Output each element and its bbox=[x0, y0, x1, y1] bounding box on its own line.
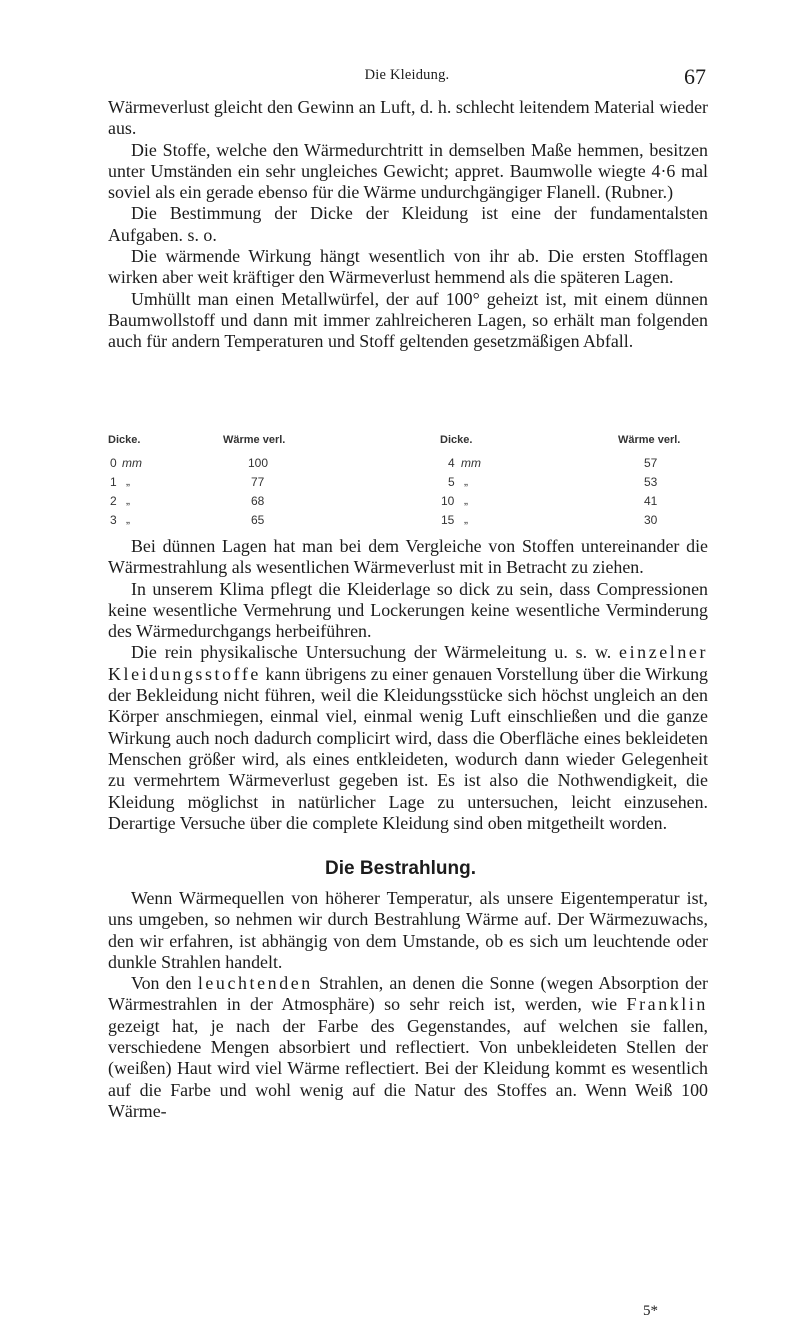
paragraph-stoffe-gewicht: Die Stoffe, welche den Wärmedurchtritt in demselben Maße hemmen, besitzen unter Umständen ein sehr ungleiches Gewicht; appret. Baumwolle wiegte 4·6 mal soviel als ein gerade ebenso für die Wärme undurchgängiger Flanell. (Rubner.) bbox=[108, 139, 708, 203]
paragraph-waermende-wirkung: Die wärmende Wirkung hängt wesentlich von ihr ab. Die ersten Stofflagen wirken aber weit kräftiger den Wärmeverlust hemmend als die späteren Lagen. bbox=[108, 246, 708, 288]
page-header bbox=[108, 63, 706, 91]
table-cell-waerme: 77 bbox=[251, 475, 265, 489]
strahlen-text-1: Von den bbox=[131, 973, 192, 994]
table-cell-dicke: 0 bbox=[110, 456, 117, 470]
text-block-bottom bbox=[108, 888, 708, 1122]
table-header-dicke-left: Dicke. bbox=[108, 434, 141, 446]
table-cell-waerme: 100 bbox=[248, 456, 269, 470]
table-cell-ditto: „ bbox=[464, 474, 468, 488]
table-cell-ditto: „ bbox=[126, 474, 130, 488]
table-cell-dicke: 4 bbox=[448, 456, 455, 470]
emphasis-einzelner-kleidungsstoffe: einzelner Kleidungsstoffe bbox=[108, 642, 708, 684]
emphasis-leuchtenden: leuchtenden bbox=[197, 973, 313, 994]
signature-mark: 5* bbox=[643, 1303, 658, 1319]
paragraph-duenne-lagen: Bei dünnen Lagen hat man bei dem Vergleiche von Stoffen untereinander die Wärmestrahlung als wesentlichen Wärmeverlust mit in Betracht zu ziehen. bbox=[108, 536, 708, 578]
physics-text-1: Die rein physikalische Untersuchung der Wärmeleitung u. s. w. bbox=[131, 642, 612, 663]
table-cell-ditto: „ bbox=[126, 512, 130, 526]
table-cell-ditto: „ bbox=[464, 493, 468, 507]
section-heading: Die Bestrahlung. bbox=[325, 858, 476, 879]
table-cell-dicke: 10 bbox=[441, 494, 455, 508]
paragraph-metallwuerfel: Umhüllt man einen Metallwürfel, der auf 100° geheizt ist, mit einem dünnen Baumwollstoff und dann mit immer zahlreicheren Lagen, so erhält man folgenden auch für andern Temperaturen und Stoff geltenden gesetzmäßigen Abfall. bbox=[108, 288, 708, 352]
table-cell-waerme: 57 bbox=[644, 456, 658, 470]
table-cell-dicke: 3 bbox=[110, 513, 117, 527]
table-header-waerme-right: Wärme verl. bbox=[618, 434, 681, 446]
emphasis-franklin: Franklin bbox=[626, 994, 708, 1015]
paragraph-physikalische-untersuchung bbox=[108, 642, 708, 834]
table-cell-ditto: „ bbox=[464, 512, 468, 526]
strahlen-text-2: Strahlen, an denen die Sonne (wegen Absorption der Wärmestrahlen in der Atmosphäre) so sehr reich ist, werden, wie bbox=[108, 973, 708, 1015]
paragraph-bestimmung-dicke: Die Bestimmung der Dicke der Kleidung ist eine der fundamentalsten Aufgaben. s. o. bbox=[108, 203, 708, 245]
running-title: Die Kleidung. bbox=[364, 67, 450, 83]
physics-text-2: kann übrigens zu einer genauen Vorstellung über die Wirkung der Bekleidung nicht führen, weil die Kleidungsstücke sich höchst ungleich an den Körper anschmiegen, einmal viel, einmal wenig Luft einschließen und die ganze Wirkung auch noch dadurch complicirt wird, dass die Oberfläche eines bekleideten Menschen größer wird, als eines entkleideten, wodurch dann wieder Gelegenheit zu vermehrtem Wärmeverlust gegeben ist. Es ist also die Nothwendigkeit, die Kleidung möglichst in natürlicher Lage zu untersuchen, leicht einzusehen. Derartige Versuche über die complete Kleidung sind oben mitgetheilt worden. bbox=[108, 663, 708, 833]
table-cell-unit: mm bbox=[461, 456, 481, 470]
table-header-waerme-left: Wärme verl. bbox=[223, 434, 286, 446]
page-number: 67 bbox=[684, 64, 706, 89]
paragraph-waermequellen: Wenn Wärmequellen von höherer Temperatur, als unsere Eigentemperatur ist, uns umgeben, so nehmen wir durch Bestrahlung Wärme auf. Der Wärmezuwachs, den wir erfahren, ist abhängig von dem Umstande, ob es sich um leuchtende oder dunkle Strahlen handelt. bbox=[108, 888, 708, 972]
table-cell-waerme: 65 bbox=[251, 513, 265, 527]
text-block-top bbox=[108, 97, 708, 353]
table-cell-dicke: 15 bbox=[441, 513, 455, 527]
table-cell-dicke: 1 bbox=[110, 475, 117, 489]
strahlen-text-3: gezeigt hat, je nach der Farbe des Gegenstandes, auf welchen sie fallen, verschiedene Mengen absorbiert und reflectiert. Von unbekleideten Stellen der (weißen) Haut wird viel Wärme reflectiert. Bei der Kleidung kommt es wesentlich auf die Farbe und wohl wenig auf die Natur des Stoffes an. Wenn Weiß 100 Wärme- bbox=[108, 1015, 708, 1121]
table-cell-dicke: 5 bbox=[448, 475, 455, 489]
paragraph-leuchtende-strahlen bbox=[108, 973, 708, 1122]
table-cell-waerme: 41 bbox=[644, 494, 658, 508]
text-block-middle bbox=[108, 536, 708, 834]
paragraph-klima: In unserem Klima pflegt die Kleiderlage so dick zu sein, dass Compressionen keine wesentliche Vermehrung und Lockerungen keine wesentliche Verminderung des Wärmedurchgangs herbeiführen. bbox=[108, 578, 708, 642]
table-cell-ditto: „ bbox=[126, 493, 130, 507]
table-cell-waerme: 30 bbox=[644, 513, 658, 527]
table-cell-waerme: 68 bbox=[251, 494, 265, 508]
paragraph-waermeverlust: Wärmeverlust gleicht den Gewinn an Luft, d. h. schlecht leitendem Material wieder aus. bbox=[108, 97, 708, 139]
table-header-dicke-right: Dicke. bbox=[440, 434, 473, 446]
table-cell-waerme: 53 bbox=[644, 475, 658, 489]
table-cell-dicke: 2 bbox=[110, 494, 117, 508]
table-cell-unit: mm bbox=[122, 456, 142, 470]
thickness-heatloss-table bbox=[108, 434, 708, 530]
